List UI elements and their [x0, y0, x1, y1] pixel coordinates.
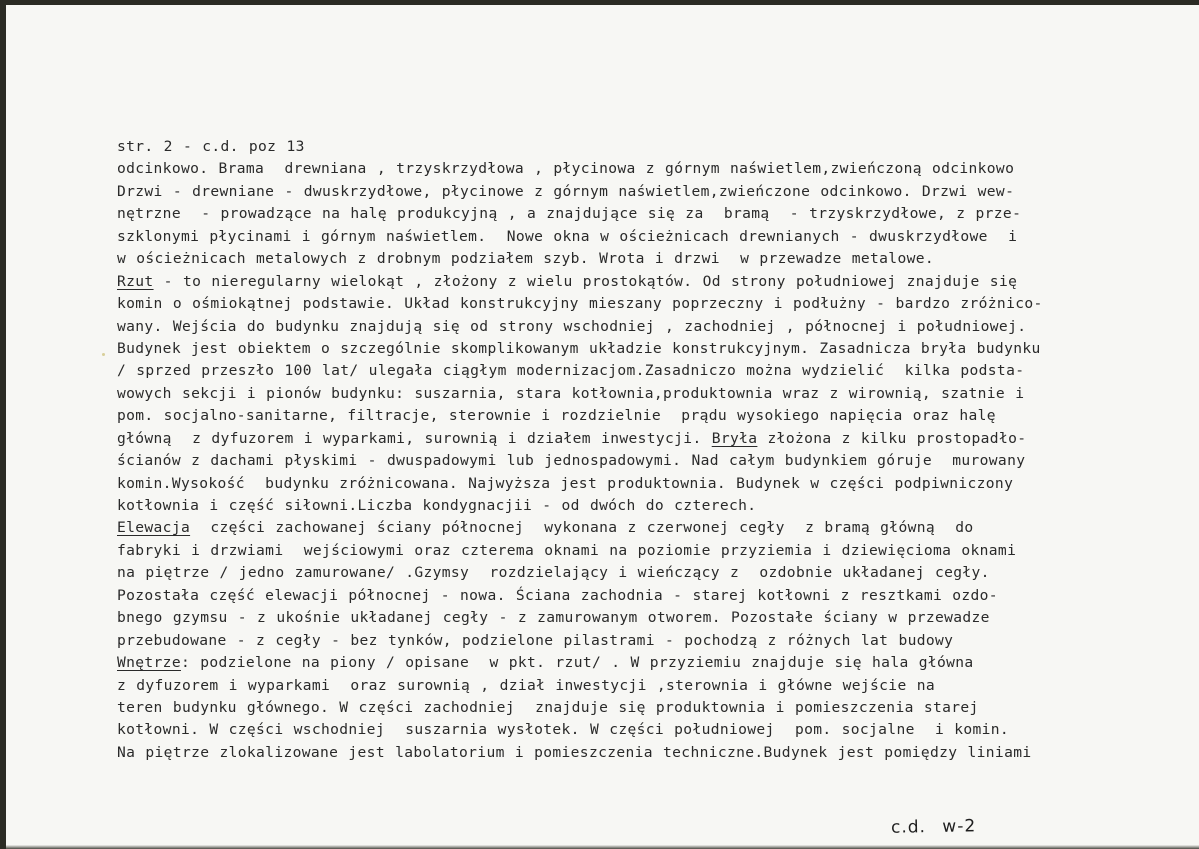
section-heading-bryla: Bryła [711, 429, 758, 447]
text-line: pom. socjalno-sanitarne, filtracje, sterownie i rozdzielnie prądu wysokiego napięcia oraz halę [117, 407, 996, 425]
text-line: z dyfuzorem i wyparkami oraz surownią , dział inwestycji ,sterownia i główne wejście na [117, 676, 935, 694]
text-line: komin o ośmiokątnej podstawie. Układ konstrukcyjny mieszany poprzeczny i podłużny - bardzo zróżnico- [117, 295, 1043, 313]
text-line: kotłownia i część siłowni.Liczba kondygnacjii - od dwóch do czterech. [117, 497, 757, 514]
paper-speck [102, 353, 105, 356]
text-line: przebudowane - z cegły - bez tynków, podzielone pilastrami - pochodzą z różnych lat budowy [117, 631, 954, 649]
text-line: wowych sekcji i pionów budynku: suszarnia, stara kotłownia,produktownia wraz z wirownią, szatnie i [117, 384, 1025, 402]
text-line: Na piętrze zlokalizowane jest labolatorium i pomieszczenia techniczne.Budynek jest pomiędzy liniami [117, 743, 1032, 761]
text-line: / sprzed przeszło 100 lat/ ulegała ciągłym modernizacjom.Zasadniczo można wydzielić kilka podsta- [117, 362, 1025, 380]
text-line: nętrzne - prowadzące na halę produkcyjną , a znajdujące się za bramą - trzyskrzydłowe, z prze- [117, 205, 1022, 223]
text-line-wnetrze: Wnętrze: podzielone na piony / opisane w pkt. rzut/ . W przyziemiu znajduje się hala główna [117, 654, 974, 672]
text-line: Pozostała część elewacji północnej - nowa. Ściana zachodnia - starej kotłowni z resztkami ozdo- [117, 586, 998, 604]
text-line: w ościeżnicach metalowych z drobnym podziałem szyb. Wrota i drzwi w przewadze metalowe. [117, 250, 934, 268]
text-line: kotłowni. W części wschodniej suszarnia wysłotek. W części południowej pom. socjalne i komin. [117, 721, 1010, 739]
document-page [6, 5, 1199, 849]
text-line: Budynek jest obiektem o szczególnie skomplikowanym układzie konstrukcyjnym. Zasadnicza bryła budynku [117, 339, 1041, 357]
section-heading-rzut: Rzut [117, 272, 154, 290]
page-header: str. 2 - c.d. poz 13 [117, 138, 305, 155]
text-line: szklonymi płycinami i górnym naświetlem. Nowe okna w ościeżnicach drewnianych - dwuskrzydłowe i [117, 227, 1018, 245]
typewritten-text [117, 136, 1117, 764]
text-line-rzut: Rzut - to nieregularny wielokąt , złożony z wielu prostokątów. Od strony południowej znajduje się [117, 272, 1018, 290]
text-line: teren budynku głównego. W części zachodniej znajduje się produktownia i pomieszczenia starej [117, 698, 979, 716]
handwritten-continuation-note: c.d. w-2 [890, 816, 977, 838]
text-line: odcinkowo. Brama drewniana , trzyskrzydłowa , płycinowa z górnym naświetlem,zwieńczoną odcinkowo [117, 160, 1015, 178]
text-line: fabryki i drzwiami wejściowymi oraz czterema oknami na poziomie przyziemia i dziewięcioma oknami [117, 541, 1017, 559]
text-line: wany. Wejścia do budynku znajdują się od strony wschodniej , zachodniej , północnej i południowej. [117, 317, 1027, 335]
text-line: ścianów z dachami płyskimi - dwuspadowymi lub jednospadowymi. Nad całym budynkiem góruje murowany [117, 452, 1026, 470]
section-heading-wnetrze: Wnętrze [117, 654, 181, 672]
text-line: komin.Wysokość budynku zróżnicowana. Najwyższa jest produktownia. Budynek w części podpiwniczony [117, 474, 1014, 492]
text-line-bryla: główną z dyfuzorem i wyparkami, surownią i działem inwestycji. Bryła złożona z kilku prostopadło- [117, 429, 1027, 447]
section-heading-elewacja: Elewacja [117, 519, 191, 537]
text-line: na piętrze / jedno zamurowane/ .Gzymsy rozdzielający i wieńczący z ozdobnie układanej cegły. [117, 564, 990, 582]
text-line: Drzwi - drewniane - dwuskrzydłowe, płycinowe z górnym naświetlem,zwieńczone odcinkowo. Drzwi wew- [117, 182, 1015, 200]
text-line-elewacja: Elewacja części zachowanej ściany północnej wykonana z czerwonej cegły z bramą główną do [117, 519, 974, 537]
text-line: bnego gzymsu - z ukośnie układanej cegły - z zamurowanym otworem. Pozostałe ściany w przewadze [117, 609, 990, 627]
